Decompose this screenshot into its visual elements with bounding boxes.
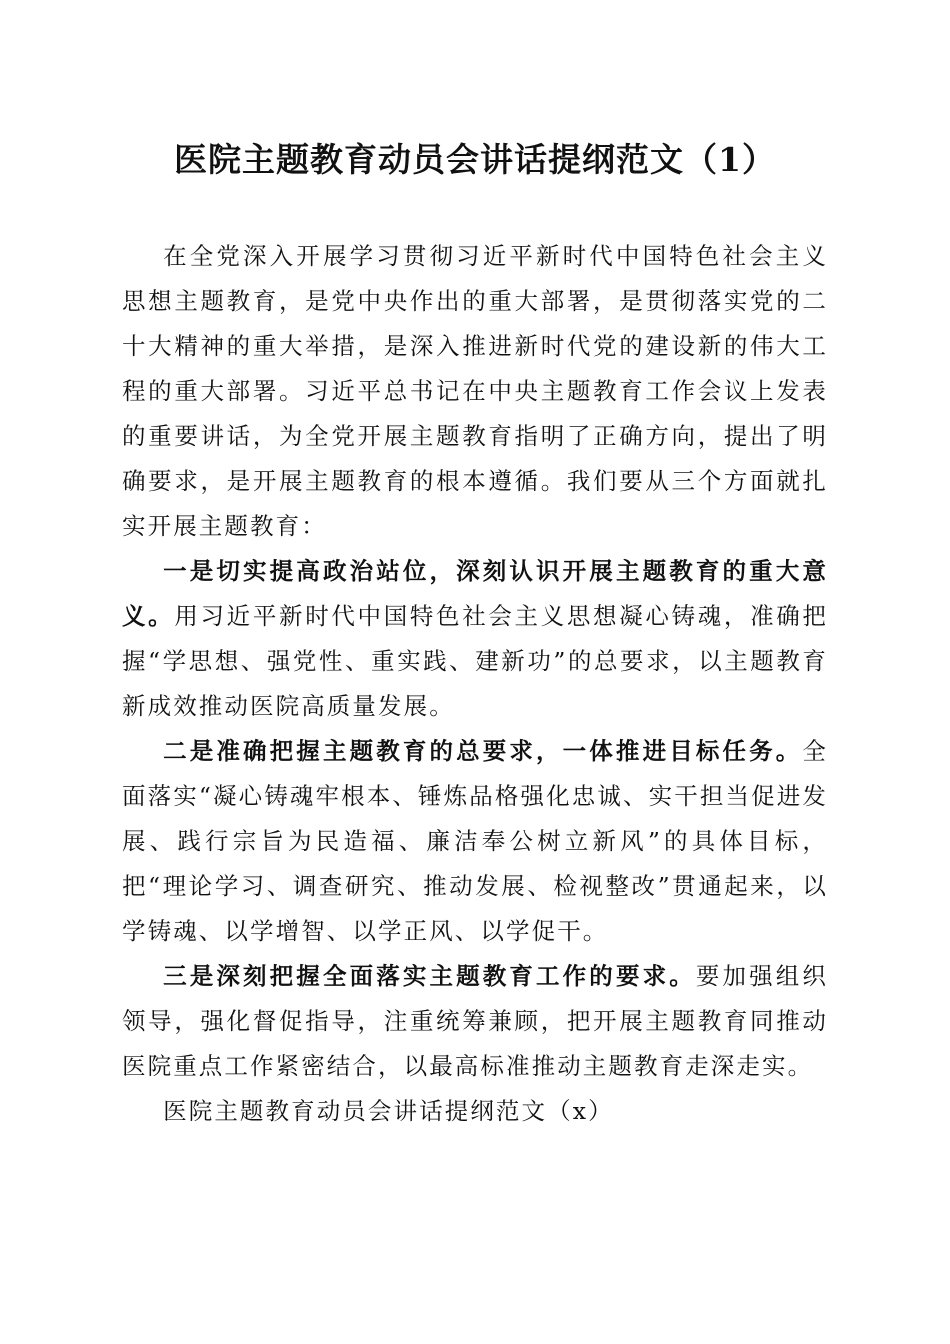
point-lead-3: 三是深刻把握全面落实主题教育工作的要求。 — [163, 962, 696, 990]
point-lead-2: 二是准确把握主题教育的总要求，一体推进目标任务。 — [163, 737, 803, 765]
intro-paragraph: 在全党深入开展学习贯彻习近平新时代中国特色社会主义思想主题教育，是党中央作出的重大部署，是贯彻落实党的二十大精神的重大举措，是深入推进新时代党的建设新的伟大工程的重大部署。习近平总书记在中央主题教育工作会议上发表的重要讲话，为全党开展主题教育指明了正确方向，提出了明确要求，是开展主题教育的根本遵循。我们要从三个方面就扎实开展主题教育： — [122, 242, 828, 540]
document-title: 医院主题教育动员会讲话提纲范文（1） — [174, 140, 776, 179]
point-paragraph-3 — [122, 954, 828, 1089]
document-body — [122, 234, 828, 1134]
footer-line: 医院主题教育动员会讲话提纲范文（x） — [163, 1097, 614, 1125]
point-text-2: 全面落实“凝心铸魂牢根本、锤炼品格强化忠诚、实干担当促进发展、践行宗旨为民造福、廉洁奉公树立新风”的具体目标，把“理论学习、调查研究、推动发展、检视整改”贯通起来，以学铸魂、以学增智、以学正风、以学促干。 — [122, 737, 828, 945]
point-paragraph-2 — [122, 729, 828, 954]
point-text-3: 要加强组织领导，强化督促指导，注重统筹兼顾，把开展主题教育同推动医院重点工作紧密结合，以最高标准推动主题教育走深走实。 — [122, 962, 829, 1080]
point-paragraph-1 — [122, 549, 828, 729]
point-text-1: 用习近平新时代中国特色社会主义思想凝心铸魂，准确把握“学思想、强党性、重实践、建新功”的总要求，以主题教育新成效推动医院高质量发展。 — [122, 602, 829, 720]
point-lead-1: 一是切实提高政治站位，深刻认识开展主题教育的重大意义。 — [122, 557, 828, 630]
